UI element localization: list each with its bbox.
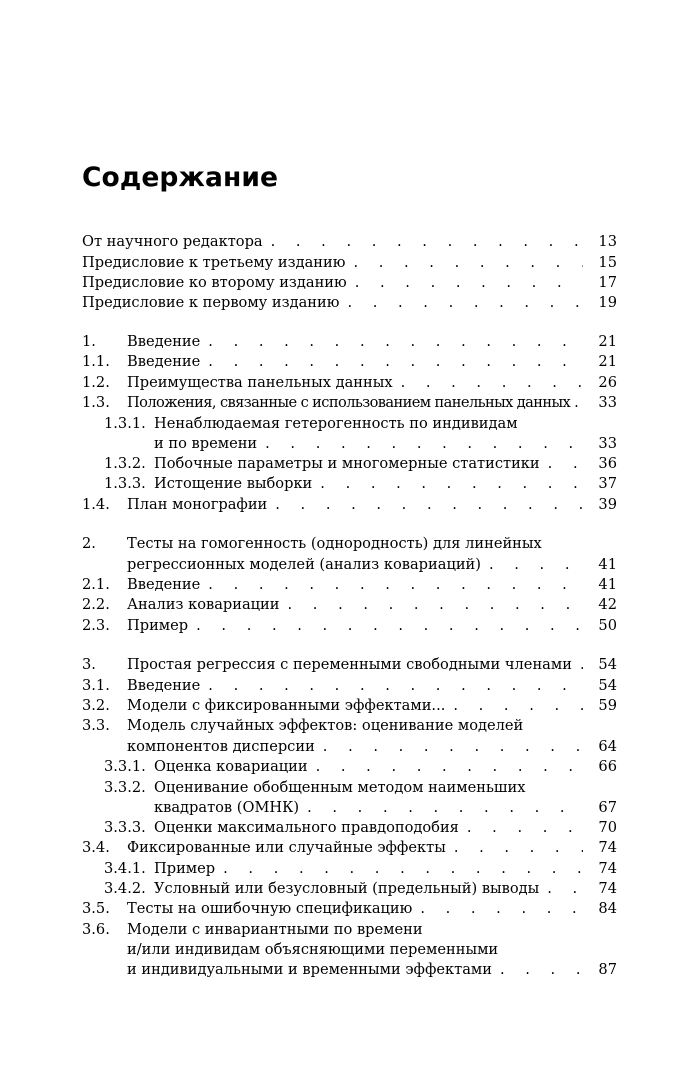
toc-entry[interactable] bbox=[104, 817, 617, 838]
toc-leader bbox=[339, 292, 583, 313]
toc-leader bbox=[315, 736, 583, 757]
toc-entry-page: 41 bbox=[598, 556, 617, 573]
toc-entry-number: 3.4.2. bbox=[104, 880, 146, 897]
toc-entry-page: 54 bbox=[598, 656, 617, 673]
toc-entry-page: 33 bbox=[598, 394, 617, 411]
toc-entry[interactable] bbox=[104, 756, 617, 777]
toc-entry-continued[interactable] bbox=[154, 797, 617, 818]
toc-entry-number: 1. bbox=[82, 333, 96, 350]
toc-entry-title: Оценивание обобщенным методом наименьших bbox=[154, 779, 526, 796]
toc-entry[interactable] bbox=[82, 272, 617, 293]
toc-entry-continued[interactable] bbox=[127, 939, 617, 960]
toc-entry-title: Введение bbox=[127, 677, 201, 694]
toc-entry-title: Модель случайных эффектов: оценивание моделей bbox=[127, 717, 524, 734]
toc-entry[interactable] bbox=[82, 837, 617, 858]
toc-entry-number: 3.4.1. bbox=[104, 860, 146, 877]
toc-entry-title: Модели с фиксированными эффектами... bbox=[127, 697, 446, 714]
toc-entry-page: 59 bbox=[598, 697, 617, 714]
toc-entry[interactable] bbox=[82, 351, 617, 372]
toc-entry-title: Тесты на гомогенность (однородность) для линейных bbox=[127, 535, 542, 552]
toc-leader bbox=[481, 554, 583, 575]
toc-entry-number: 3.3.2. bbox=[104, 779, 146, 796]
toc-leader bbox=[188, 615, 583, 636]
toc-entry-number: 3. bbox=[82, 656, 96, 673]
toc-entry-title: Преимущества панельных данных bbox=[127, 374, 393, 391]
toc-entry[interactable] bbox=[82, 331, 617, 352]
toc-entry-page: 42 bbox=[598, 596, 617, 613]
toc-leader bbox=[308, 756, 583, 777]
toc-entry-number: 1.3.3. bbox=[104, 475, 146, 492]
toc-entry-title: и индивидуальными и временными эффектами bbox=[127, 961, 492, 978]
toc-leader bbox=[412, 898, 583, 919]
toc-entry-continued[interactable] bbox=[127, 959, 617, 980]
toc-entry-title: Побочные параметры и многомерные статистики bbox=[154, 455, 540, 472]
toc-entry-title: Предисловие к третьему изданию bbox=[82, 254, 346, 271]
toc-entry-number: 1.4. bbox=[82, 496, 110, 513]
toc-entry-page: 66 bbox=[598, 758, 617, 775]
toc-leader bbox=[263, 231, 583, 252]
toc-leader bbox=[445, 695, 583, 716]
toc-entry[interactable] bbox=[104, 878, 617, 899]
toc-entry-number: 3.2. bbox=[82, 697, 110, 714]
toc-entry-page: 84 bbox=[598, 900, 617, 917]
toc-entry-number: 3.3.1. bbox=[104, 758, 146, 775]
toc-entry[interactable] bbox=[82, 675, 617, 696]
toc-entry-title: регрессионных моделей (анализ ковариаций) bbox=[127, 556, 481, 573]
toc-entry[interactable] bbox=[82, 715, 617, 736]
toc-entry[interactable] bbox=[104, 777, 617, 798]
toc-entry-number: 1.2. bbox=[82, 374, 110, 391]
toc-leader bbox=[267, 494, 583, 515]
toc-entry[interactable] bbox=[82, 252, 617, 273]
toc-entry-page: 41 bbox=[598, 576, 617, 593]
toc-entry-page: 21 bbox=[598, 333, 617, 350]
toc-entry-page: 17 bbox=[598, 274, 617, 291]
toc-entry[interactable] bbox=[82, 654, 617, 675]
toc-entry-number: 2.2. bbox=[82, 596, 110, 613]
toc-entry[interactable] bbox=[104, 413, 617, 434]
toc-entry-title: Положения, связанные с использованием панельных данных bbox=[127, 394, 571, 411]
toc-entry-page: 21 bbox=[598, 353, 617, 370]
toc-entry-page: 26 bbox=[598, 374, 617, 391]
toc-entry-title: Предисловие ко второму изданию bbox=[82, 274, 347, 291]
toc-entry-title: и/или индивидам объясняющими переменными bbox=[127, 941, 499, 958]
toc-leader bbox=[280, 594, 583, 615]
toc-entry-title: Введение bbox=[127, 353, 201, 370]
toc-leader bbox=[540, 453, 583, 474]
toc-entry-page: 67 bbox=[598, 799, 617, 816]
toc-leader bbox=[200, 331, 583, 352]
toc-entry-title: Истощение выборки bbox=[154, 475, 313, 492]
toc-leader bbox=[200, 351, 583, 372]
toc-entry-page: 39 bbox=[598, 496, 617, 513]
toc-entry-title: Простая регрессия с переменными свободными членами bbox=[127, 656, 572, 673]
page-title: Содержание bbox=[82, 162, 279, 193]
toc-leader bbox=[570, 392, 583, 413]
toc-leader bbox=[215, 858, 583, 879]
toc-entry-page: 13 bbox=[598, 233, 617, 250]
toc-entry-continued[interactable] bbox=[127, 736, 617, 757]
toc-entry-number: 3.5. bbox=[82, 900, 110, 917]
toc-entry-number: 3.3.3. bbox=[104, 819, 146, 836]
toc-entry[interactable] bbox=[82, 919, 617, 940]
toc-entry-number: 1.3. bbox=[82, 394, 110, 411]
toc-entry-title: Условный или безусловный (предельный) выводы bbox=[154, 880, 540, 897]
toc-entry-number: 3.4. bbox=[82, 839, 110, 856]
toc-entry-number: 2. bbox=[82, 535, 96, 552]
toc-entry-title: Пример bbox=[127, 617, 189, 634]
toc-entry-title: Оценка ковариации bbox=[154, 758, 308, 775]
toc-leader bbox=[257, 433, 583, 454]
toc-entry-page: 64 bbox=[598, 738, 617, 755]
toc-entry[interactable] bbox=[104, 453, 617, 474]
toc-entry-page: 74 bbox=[598, 880, 617, 897]
toc-entry-title: Фиксированные или случайные эффекты bbox=[127, 839, 446, 856]
toc-entry-title: Предисловие к первому изданию bbox=[82, 294, 340, 311]
toc-entry-page: 37 bbox=[598, 475, 617, 492]
toc-entry-number: 2.3. bbox=[82, 617, 110, 634]
toc-entry-page: 54 bbox=[598, 677, 617, 694]
toc-entry-page: 15 bbox=[598, 254, 617, 271]
toc-entry-title: и по времени bbox=[154, 435, 258, 452]
toc-entry[interactable] bbox=[82, 898, 617, 919]
toc-entry[interactable] bbox=[82, 533, 617, 554]
toc-entry-title: Анализ ковариации bbox=[127, 596, 280, 613]
toc-leader bbox=[446, 837, 583, 858]
toc-entry-title: Тесты на ошибочную спецификацию bbox=[127, 900, 413, 917]
toc-entry-number: 3.1. bbox=[82, 677, 110, 694]
toc-leader bbox=[459, 817, 583, 838]
toc-leader bbox=[312, 473, 583, 494]
toc-entry-title: Оценки максимального правдоподобия bbox=[154, 819, 459, 836]
toc-leader bbox=[393, 372, 583, 393]
toc-entry[interactable] bbox=[82, 231, 617, 252]
toc-entry-title: Модели с инвариантными по времени bbox=[127, 921, 423, 938]
toc-entry[interactable] bbox=[82, 615, 617, 636]
toc-entry[interactable] bbox=[82, 695, 617, 716]
toc-entry[interactable] bbox=[104, 473, 617, 494]
toc-leader bbox=[572, 654, 583, 675]
toc-entry-title: компонентов дисперсии bbox=[127, 738, 315, 755]
toc-entry[interactable] bbox=[82, 392, 617, 413]
toc-leader bbox=[492, 959, 583, 980]
toc-entry[interactable] bbox=[82, 372, 617, 393]
toc-entry-title: Пример bbox=[154, 860, 216, 877]
toc-entry-title: От научного редактора bbox=[82, 233, 263, 250]
toc-leader bbox=[200, 675, 583, 696]
toc-leader bbox=[299, 797, 583, 818]
toc-entry-title: квадратов (ОМНК) bbox=[154, 799, 300, 816]
toc-entry-page: 70 bbox=[598, 819, 617, 836]
toc-entry-page: 74 bbox=[598, 839, 617, 856]
toc-entry-continued[interactable] bbox=[127, 554, 617, 575]
toc-entry-title: Введение bbox=[127, 576, 201, 593]
toc-entry-page: 50 bbox=[598, 617, 617, 634]
toc-entry-page: 33 bbox=[598, 435, 617, 452]
toc-entry-page: 36 bbox=[598, 455, 617, 472]
toc-entry-page: 19 bbox=[598, 294, 617, 311]
toc-entry-number: 1.3.1. bbox=[104, 415, 146, 432]
toc-entry-number: 3.3. bbox=[82, 717, 110, 734]
toc-entry-number: 1.1. bbox=[82, 353, 110, 370]
toc-entry[interactable] bbox=[82, 574, 617, 595]
toc-leader bbox=[345, 252, 583, 273]
toc-entry-number: 1.3.2. bbox=[104, 455, 146, 472]
toc-leader bbox=[347, 272, 583, 293]
toc-entry-title: План монографии bbox=[127, 496, 268, 513]
toc-entry-continued[interactable] bbox=[154, 433, 617, 454]
toc-entry-page: 74 bbox=[598, 860, 617, 877]
toc-entry[interactable] bbox=[82, 292, 617, 313]
toc-entry-number: 2.1. bbox=[82, 576, 110, 593]
toc-entry-title: Ненаблюдаемая гетерогенность по индивидам bbox=[154, 415, 518, 432]
toc-entry[interactable] bbox=[104, 858, 617, 879]
toc-entry[interactable] bbox=[82, 594, 617, 615]
toc-leader bbox=[539, 878, 583, 899]
toc-entry-number: 3.6. bbox=[82, 921, 110, 938]
toc-entry[interactable] bbox=[82, 494, 617, 515]
toc-entry-page: 87 bbox=[598, 961, 617, 978]
toc-leader bbox=[200, 574, 583, 595]
toc-entry-title: Введение bbox=[127, 333, 201, 350]
